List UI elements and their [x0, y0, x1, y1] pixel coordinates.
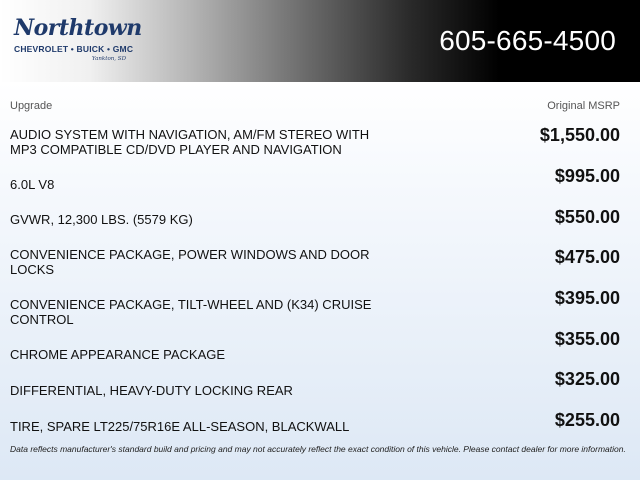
upgrade-name: AUDIO SYSTEM WITH NAVIGATION, AM/FM STEREO WITH MP3 COMPATIBLE CD/DVD PLAYER AND NAVIGATION: [10, 127, 370, 157]
upgrade-name: 6.0L V8: [10, 177, 55, 192]
logo-brands: CHEVROLET • BUICK • GMC: [14, 44, 134, 54]
upgrade-price: $255.00: [554, 410, 620, 430]
upgrade-price: $395.00: [554, 288, 620, 308]
upgrade-name: CONVENIENCE PACKAGE, TILT-WHEEL AND (K34) CRUISE CONTROL: [10, 297, 372, 327]
upgrade-price: $355.00: [554, 329, 620, 349]
upgrade-price: $475.00: [554, 247, 620, 267]
upgrade-name: CONVENIENCE PACKAGE, POWER WINDOWS AND DOOR LOCKS: [10, 247, 370, 277]
upgrade-price: $325.00: [554, 369, 620, 389]
msrp-column-header: Original MSRP: [547, 100, 620, 112]
dealer-logo: [14, 15, 142, 64]
header-banner: [0, 0, 640, 82]
upgrade-name: DIFFERENTIAL, HEAVY-DUTY LOCKING REAR: [10, 383, 293, 398]
upgrade-name: GVWR, 12,300 LBS. (5579 KG): [10, 212, 193, 227]
upgrade-price: $1,550.00: [539, 125, 620, 145]
upgrade-price: $550.00: [554, 207, 620, 227]
upgrade-name: CHROME APPEARANCE PACKAGE: [10, 347, 226, 362]
upgrade-price: $995.00: [554, 166, 620, 186]
logo-dealer-name: Northtown: [14, 15, 142, 41]
disclaimer-text: Data reflects manufacturer's standard build and pricing and may not accurately reflect the exact condition of this vehicle. Please contact dealer for more information.: [10, 444, 626, 454]
dealer-phone: 605-665-4500: [439, 25, 616, 56]
upgrade-column-header: Upgrade: [10, 100, 53, 112]
logo-city: Yankton, SD: [91, 56, 126, 62]
upgrade-name: TIRE, SPARE LT225/75R16E ALL-SEASON, BLACKWALL: [10, 419, 350, 434]
